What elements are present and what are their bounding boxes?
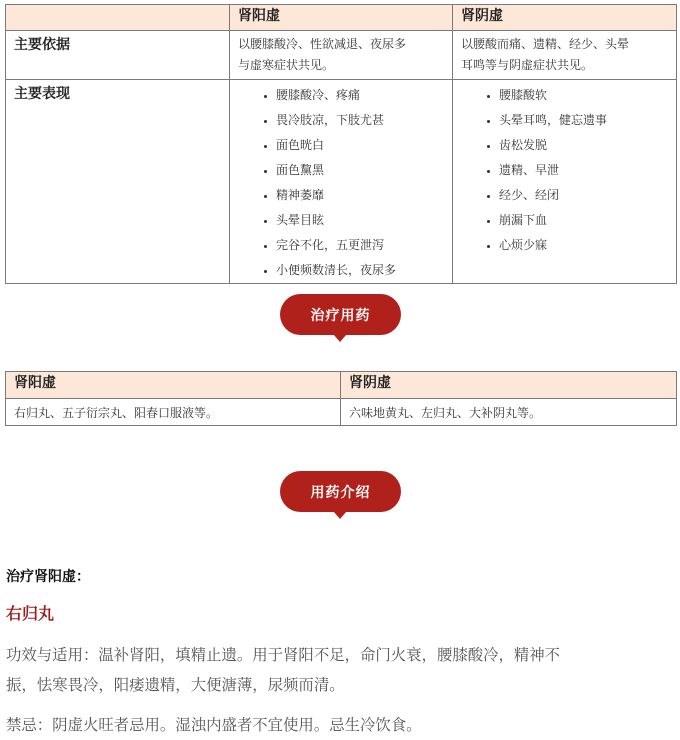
yang-medicines: 右归丸、五子衍宗丸、阳春口服液等。 [6,399,341,426]
list-item: • 头晕目眩 [276,208,446,233]
table-row-symptoms [6,80,677,284]
header-kidney-yin: 肾阴虚 [341,372,677,399]
medicine-table [5,371,677,426]
list-item: • 经少、经闭 [499,183,670,208]
efficacy-paragraph [6,640,676,700]
list-item: • 面色黧黑 [276,158,446,183]
contraindication-paragraph: 禁忌：阴虚火旺者忌用。湿浊内盛者不宜使用。忌生冷饮食。 [6,716,422,734]
medicine-name: 右归丸 [6,604,55,623]
comparison-table [5,4,677,284]
list-item: • 精神萎靡 [276,183,446,208]
symptoms-yin-list [461,83,670,258]
basis-yin-cell [453,31,677,80]
intro-badge: 用药介绍 [280,471,401,512]
row-label-symptoms: 主要表现 [6,80,230,284]
basis-yang-line: 与虚寒症状共见。 [238,58,335,72]
basis-yang-line: 以腰膝酸冷、性欲减退、夜尿多 [238,37,407,51]
symptoms-yin-cell [453,80,677,284]
table-row-basis [6,31,677,80]
basis-yin-line: 耳鸣等与阴虚症状共见。 [461,58,594,72]
list-item: • 腰膝酸软 [499,83,670,108]
list-item: • 腰膝酸冷、疼痛 [276,83,446,108]
list-item: • 畏冷肢凉，下肢尤甚 [276,108,446,133]
symptoms-yang-list [238,83,446,283]
symptoms-yang-cell [230,80,453,284]
list-item: • 遗精、早泄 [499,158,670,183]
table-header-row [6,372,677,399]
list-item: • 完谷不化，五更泄泻 [276,233,446,258]
header-kidney-yang: 肾阳虚 [230,5,453,31]
list-item: • 面色晄白 [276,133,446,158]
list-item: • 心烦少寐 [499,233,670,258]
basis-yang-cell [230,31,453,80]
table-row [6,399,677,426]
header-empty [6,5,230,31]
row-label-basis: 主要依据 [6,31,230,80]
list-item: • 齿松发脱 [499,133,670,158]
table-header-row [6,5,677,31]
header-kidney-yin: 肾阴虚 [453,5,677,31]
basis-yin-line: 以腰酸而痛、遗精、经少、头晕 [461,37,630,51]
yin-medicines: 六味地黄丸、左归丸、大补阴丸等。 [341,399,677,426]
list-item: • 小便频数清长，夜尿多 [276,258,446,283]
efficacy-line: 功效与适用：温补肾阳，填精止遗。用于肾阳不足，命门火衰，腰膝酸冷，精神不 [6,646,561,664]
treatment-badge: 治疗用药 [280,294,401,335]
list-item: • 头晕耳鸣，健忘遗事 [499,108,670,133]
section-subtitle: 治疗肾阳虚： [6,569,90,585]
list-item: • 崩漏下血 [499,208,670,233]
efficacy-line: 振，怯寒畏冷，阳痿遗精，大便溏薄，尿频而清。 [6,676,345,694]
header-kidney-yang: 肾阳虚 [6,372,341,399]
